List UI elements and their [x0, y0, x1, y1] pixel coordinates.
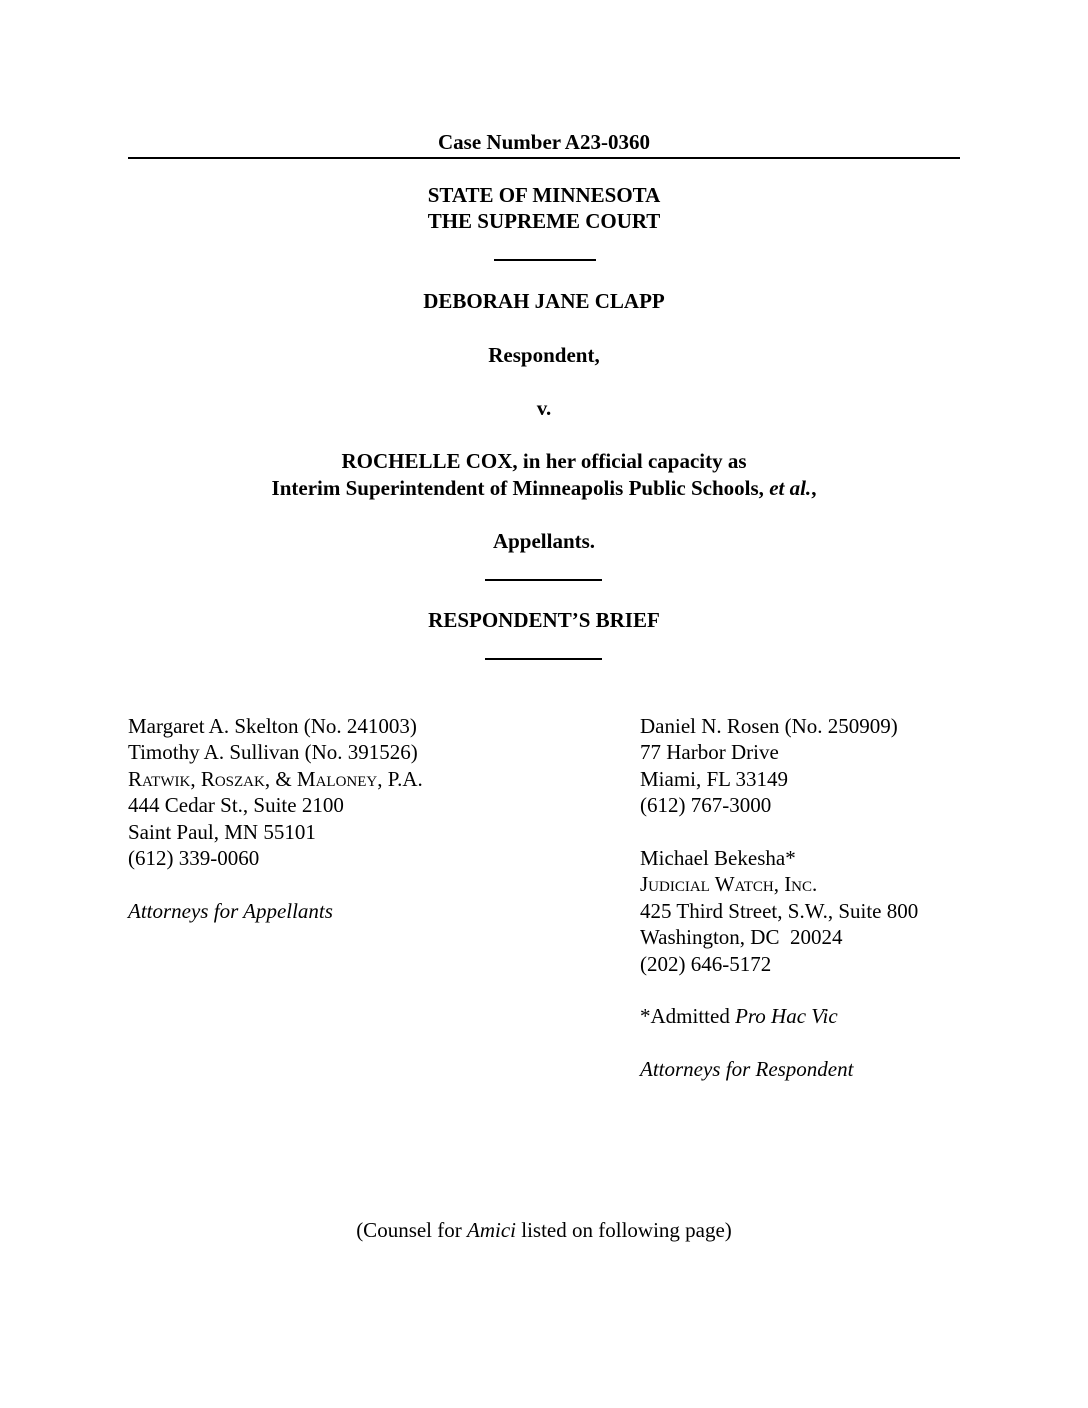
appellant-designation: Attorneys for Appellants: [128, 898, 333, 923]
respondent-designation: Attorneys for Respondent: [640, 1057, 854, 1082]
respondent-attorney-1: Daniel N. Rosen (No. 250909): [640, 714, 898, 738]
amici-note-prefix: (Counsel for: [356, 1218, 468, 1242]
admission-prefix: *Admitted: [640, 1004, 736, 1029]
appellant-attorney-2: Timothy A. Sullivan (No. 391526): [128, 740, 418, 765]
respondent-firm: Judicial Watch, Inc.: [640, 872, 818, 897]
appellant-line-1: ROCHELLE COX, in her official capacity as: [341, 449, 747, 473]
amici-note-suffix: listed on following page): [516, 1218, 732, 1242]
appellant-attorney-1: Margaret A. Skelton (No. 241003): [128, 714, 417, 738]
brief-title: RESPONDENT’S BRIEF: [428, 608, 660, 632]
header-rule: [128, 157, 960, 159]
respondent-address-2: Washington, DC 20024: [640, 925, 843, 950]
appellant-line-2-italic: et al.: [769, 476, 812, 500]
appellant-address-2: Saint Paul, MN 55101: [128, 819, 316, 844]
amici-note-italic: Amici: [467, 1218, 516, 1242]
amici-note: [0, 1217, 1088, 1244]
respondent-attorney-1-phone: (612) 767-3000: [640, 793, 772, 818]
divider-2: [485, 579, 602, 581]
case-number: Case Number A23-0360: [438, 130, 650, 154]
court-state: STATE OF MINNESOTA: [427, 183, 661, 207]
appellant-phone: (612) 339-0060: [128, 846, 260, 871]
appellant-line-2-prefix: Interim Superintendent of Minneapolis Public Schools,: [271, 476, 770, 500]
spacer: [640, 977, 918, 1003]
appellant-address-1: 444 Cedar St., Suite 2100: [128, 793, 344, 818]
court-name: THE SUPREME COURT: [427, 209, 661, 233]
respondent-name: DEBORAH JANE CLAPP: [423, 289, 665, 313]
respondent-attorney-1-address-2: Miami, FL 33149: [640, 766, 788, 791]
respondent-counsel-block: [640, 713, 918, 1083]
appellants-counsel-block: [128, 713, 423, 924]
respondent-attorney-2: Michael Bekesha*: [640, 846, 796, 871]
appellant-role: Appellants.: [492, 529, 596, 553]
admission-italic: Pro Hac Vic: [735, 1004, 838, 1029]
spacer: [640, 1030, 918, 1056]
admission-note: [640, 1003, 918, 1029]
divider-1: [494, 259, 596, 261]
respondent-attorney-1-address-1: 77 Harbor Drive: [640, 740, 779, 765]
divider-3: [485, 658, 602, 660]
appellant-firm: Ratwik, Roszak, & Maloney, P.A.: [128, 766, 423, 791]
appellant-line-2-suffix: ,: [811, 476, 817, 500]
versus: v.: [536, 396, 552, 420]
appellant-line-2: [0, 475, 1088, 502]
respondent-phone: (202) 646-5172: [640, 951, 772, 976]
spacer: [128, 871, 423, 897]
spacer: [640, 819, 918, 845]
respondent-role: Respondent,: [488, 343, 600, 367]
respondent-address-1: 425 Third Street, S.W., Suite 800: [640, 898, 919, 923]
